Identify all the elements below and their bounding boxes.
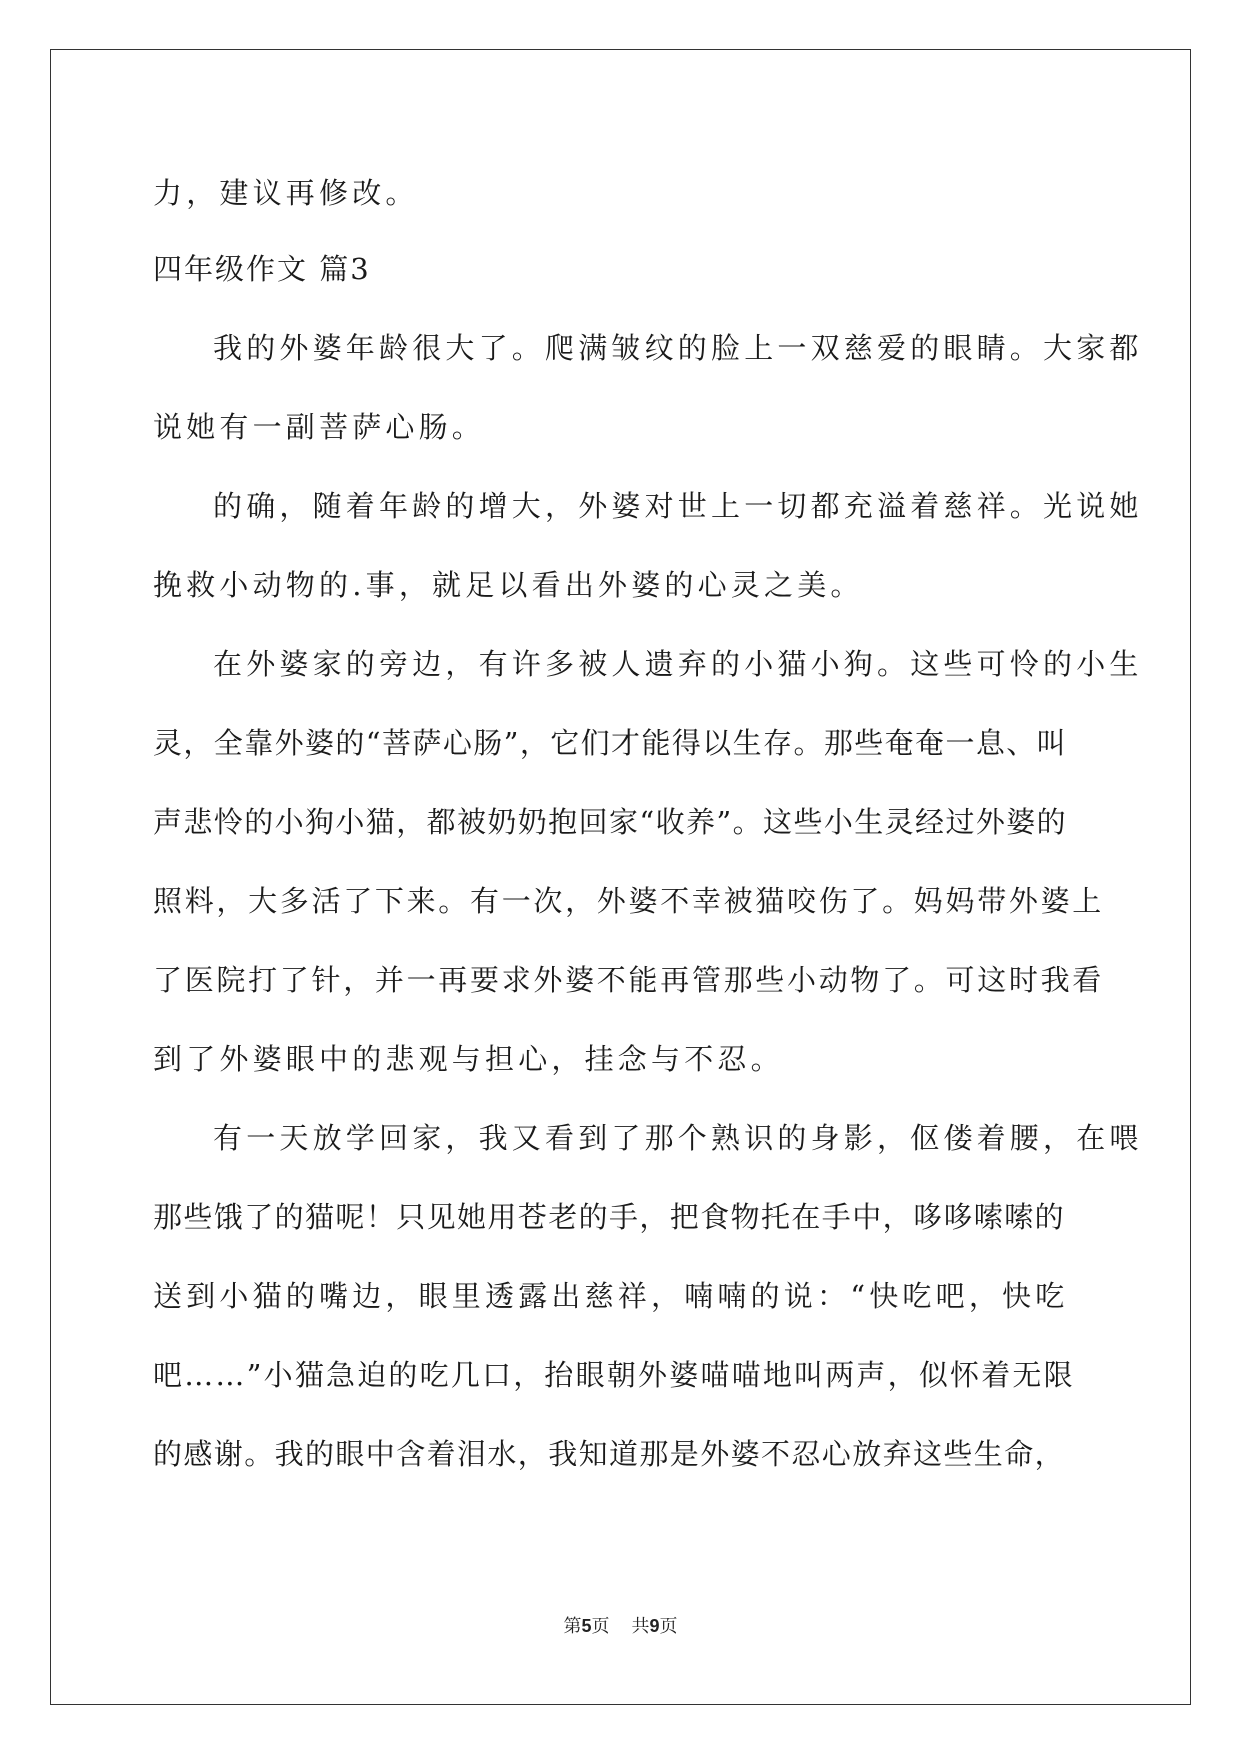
paragraph-line: 的确，随着年龄的增大，外婆对世上一切都充溢着慈祥。光说她	[213, 489, 1143, 523]
paragraph-line: 了医院打了针，并一再要求外婆不能再管那些小动物了。可这时我看	[153, 963, 1105, 997]
footer-page-word: 页	[591, 1616, 610, 1637]
paragraph-line: 吧……”小猫急迫的吃几口，抬眼朝外婆喵喵地叫两声，似怀着无限	[153, 1358, 1075, 1392]
total-pages-number: 9	[649, 1616, 660, 1636]
paragraph-line: 说她有一副菩萨心肠。	[153, 410, 486, 444]
footer-total-suffix: 页	[659, 1616, 678, 1637]
paragraph-line: 的感谢。我的眼中含着泪水，我知道那是外婆不忍心放弃这些生命，	[153, 1437, 1066, 1471]
current-page-number: 5	[581, 1616, 592, 1636]
paragraph-line: 灵，全靠外婆的“菩萨心肠”，它们才能得以生存。那些奄奄一息、叫	[153, 726, 1068, 760]
paragraph-line: 到了外婆眼中的悲观与担心，挂念与不忍。	[153, 1042, 784, 1076]
section-heading: 四年级作文 篇3	[153, 252, 371, 286]
footer-prefix: 第	[563, 1616, 582, 1637]
paragraph-line: 照料，大多活了下来。有一次，外婆不幸被猫咬伤了。妈妈带外婆上	[153, 884, 1105, 918]
paragraph-line: 送到小猫的嘴边，眼里透露出慈祥，喃喃的说：“快吃吧，快吃	[153, 1279, 1069, 1313]
paragraph-line: 挽救小动物的.事，就足以看出外婆的心灵之美。	[153, 568, 864, 602]
page-footer	[0, 1612, 1241, 1638]
paragraph-line: 在外婆家的旁边，有许多被人遗弃的小猫小狗。这些可怜的小生	[213, 647, 1143, 681]
paragraph-line: 有一天放学回家，我又看到了那个熟识的身影，伛偻着腰，在喂	[213, 1121, 1143, 1155]
footer-total-prefix: 共	[631, 1616, 650, 1637]
paragraph-line: 声悲怜的小狗小猫，都被奶奶抱回家“收养”。这些小生灵经过外婆的	[153, 805, 1068, 839]
text-line: 力，建议再修改。	[153, 176, 419, 210]
paragraph-line: 那些饿了的猫呢！只见她用苍老的手，把食物托在手中，哆哆嗦嗦的	[153, 1200, 1066, 1234]
paragraph-line: 我的外婆年龄很大了。爬满皱纹的脸上一双慈爱的眼睛。大家都	[213, 331, 1143, 365]
